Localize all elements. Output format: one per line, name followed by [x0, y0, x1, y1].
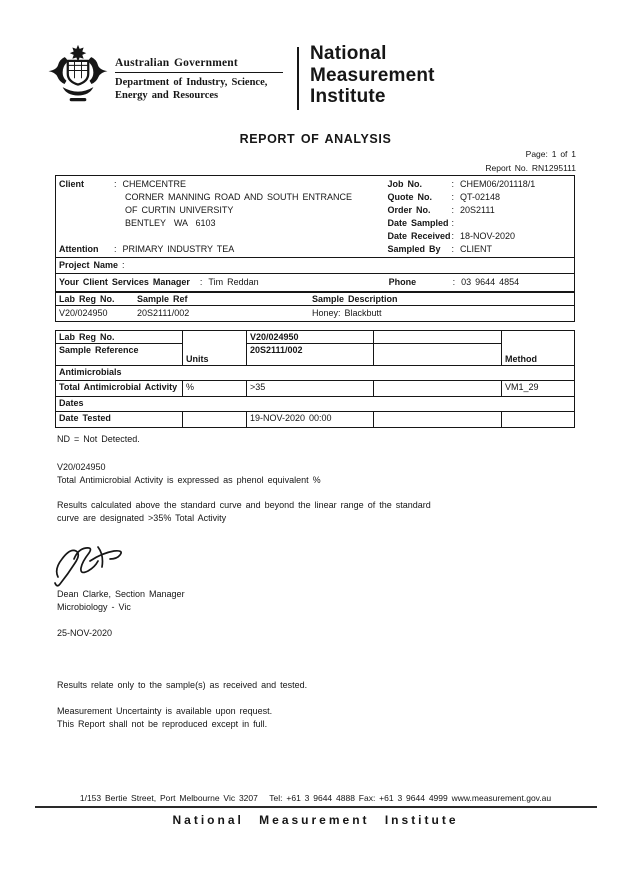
- empty-cell: [374, 412, 502, 428]
- quote-no-label: Quote No.: [387, 192, 433, 202]
- empty-cell: [183, 412, 247, 428]
- job-no-row: Job No. : CHEM06/201118/1: [387, 179, 536, 189]
- date-sampled-label: Date Sampled: [387, 218, 449, 228]
- results-table: [55, 330, 575, 428]
- manager-row: Your Client Services Manager : Tim Reddan: [59, 277, 259, 287]
- client-info-box: [55, 175, 575, 293]
- page-number: Page: 1 of 1: [525, 149, 576, 159]
- order-no-row: Order No. : 20S2111: [387, 205, 495, 215]
- gov-department-line2: Energy and Resources: [115, 90, 219, 101]
- sample-summary-table: [55, 291, 575, 322]
- signatory-department: Microbiology - Vic: [57, 602, 131, 612]
- phone-value: 03 9644 4854: [461, 277, 520, 287]
- government-logo-text: [115, 57, 305, 102]
- manager-label: Your Client Services Manager: [59, 277, 190, 287]
- client-label: Client: [59, 179, 85, 189]
- quote-no-row: Quote No. : QT-02148: [387, 192, 501, 202]
- date-sampled-row: Date Sampled :: [387, 218, 455, 228]
- range-note-line2: curve are designated >35% Total Activity: [57, 513, 227, 523]
- empty-cell: [374, 381, 502, 397]
- date-tested-label-cell: Date Tested: [56, 412, 183, 428]
- sampled-by-row: Sampled By : CLIENT: [387, 244, 493, 254]
- job-no-value: CHEM06/201118/1: [460, 179, 536, 189]
- phone-label: Phone: [388, 277, 417, 287]
- lab-reg-value-cell: V20/024950: [247, 331, 374, 344]
- client-address-line3: BENTLEY WA 6103: [125, 218, 216, 228]
- spacer: [59, 230, 388, 243]
- nmi-logo-line2: Measurement: [310, 64, 435, 86]
- order-no-value: 20S2111: [460, 205, 495, 215]
- disclaimer-line2: Measurement Uncertainty is available upon request.: [57, 706, 273, 716]
- empty-cell: [374, 331, 502, 344]
- sample-reference-value-cell: 20S2111/002: [247, 344, 374, 366]
- date-received-label: Date Received: [387, 231, 451, 241]
- client-box-right: [388, 178, 574, 256]
- phone-row: Phone : 03 9644 4854: [388, 277, 520, 287]
- sample-table-header: [56, 292, 574, 306]
- disclaimer-line3: This Report shall not be reproduced except in full.: [57, 719, 268, 729]
- range-note-line1: Results calculated above the standard curve and beyond the linear range of the standard: [57, 500, 431, 510]
- nmi-logo-line1: National: [310, 43, 387, 64]
- project-name-label: Project Name: [59, 260, 119, 270]
- manager-value: Tim Reddan: [208, 277, 259, 287]
- section-row-dates: [56, 397, 575, 412]
- expression-note: Total Antimicrobial Activity is expressed as phenol equivalent %: [57, 475, 321, 485]
- analyte-method-cell: VM1_29: [502, 381, 575, 397]
- signature-image: [54, 541, 146, 592]
- attention-label: Attention: [59, 244, 99, 254]
- section-row-antimicrobials: [56, 366, 575, 381]
- sample-reference-label-cell: Sample Reference: [56, 344, 183, 366]
- analyte-units-cell: %: [183, 381, 247, 397]
- project-name-row: Project Name :: [56, 258, 574, 274]
- client-box-bottom-section: [56, 274, 574, 292]
- page-title: REPORT OF ANALYSIS: [239, 132, 392, 146]
- date-received-row: Date Received: 18-NOV-2020: [387, 231, 516, 241]
- empty-cell: [502, 412, 575, 428]
- results-header-row2: [56, 344, 575, 366]
- australian-coat-of-arms-icon: [46, 44, 110, 111]
- footer-rule: [35, 806, 597, 808]
- column-header: Lab Reg No.: [59, 294, 115, 304]
- nmi-logo-line3: Institute: [310, 86, 386, 107]
- order-no-label: Order No.: [387, 205, 431, 215]
- note-lab-reg: V20/024950: [57, 462, 106, 472]
- results-header-row1: [56, 331, 575, 344]
- analyte-row: [56, 381, 575, 397]
- column-header: Sample Ref: [137, 294, 188, 304]
- client-address-line1: CORNER MANNING ROAD AND SOUTH ENTRANCE: [125, 192, 353, 202]
- section-label: Antimicrobials: [56, 366, 575, 381]
- analyte-name-cell: Total Antimicrobial Activity: [56, 381, 183, 397]
- date-tested-row: [56, 412, 575, 428]
- footer-brand: National Measurement Institute: [172, 813, 459, 827]
- client-address-line2: OF CURTIN UNIVERSITY: [125, 205, 234, 215]
- client-box-left: [56, 178, 388, 256]
- signoff-date: 25-NOV-2020: [57, 628, 113, 638]
- method-header-cell: Method: [502, 331, 575, 366]
- gov-department-line1: Department of Industry, Science,: [115, 77, 268, 88]
- section-label: Dates: [56, 397, 575, 412]
- attention-row: Attention : PRIMARY INDUSTRY TEA: [59, 244, 235, 254]
- client-box-top-section: [56, 176, 574, 258]
- sample-ref-cell: 20S2111/002: [137, 308, 190, 318]
- disclaimer-line1: Results relate only to the sample(s) as received and tested.: [57, 680, 308, 690]
- header-divider: [297, 47, 299, 110]
- date-received-value: 18-NOV-2020: [460, 231, 516, 241]
- quote-no-value: QT-02148: [460, 192, 501, 202]
- analyte-result-cell: >35: [247, 381, 374, 397]
- page-info: [485, 148, 576, 175]
- sample-description-cell: Honey: Blackbutt: [312, 308, 382, 318]
- units-header-cell: Units: [183, 331, 247, 366]
- client-name: CHEMCENTRE: [122, 179, 187, 189]
- footer-address: 1/153 Bertie Street, Port Melbourne Vic 3207 Tel: +61 3 9644 4888 Fax: +61 3 9644 4999 www.measurement.gov.au: [79, 793, 552, 803]
- lab-reg-no-cell: V20/024950: [59, 308, 108, 318]
- empty-cell: [374, 344, 502, 366]
- sample-table-row: [56, 306, 574, 321]
- lab-reg-label-cell: Lab Reg No.: [56, 331, 183, 344]
- sampled-by-value: CLIENT: [460, 244, 493, 254]
- job-no-label: Job No.: [387, 179, 423, 189]
- signatory-name: Dean Clarke, Section Manager: [57, 589, 185, 599]
- gov-title: Australian Government: [115, 57, 238, 69]
- column-header: Sample Description: [312, 294, 398, 304]
- date-tested-value-cell: 19-NOV-2020 00:00: [247, 412, 374, 428]
- report-number: Report No. RN1295111: [485, 162, 576, 173]
- nd-note: ND = Not Detected.: [57, 434, 140, 444]
- sampled-by-label: Sampled By: [387, 244, 441, 254]
- attention-value: PRIMARY INDUSTRY TEA: [122, 244, 235, 254]
- client-row: Client : CHEMCENTRE: [59, 179, 187, 189]
- gov-rule: [115, 72, 283, 73]
- nmi-logo: [310, 43, 435, 108]
